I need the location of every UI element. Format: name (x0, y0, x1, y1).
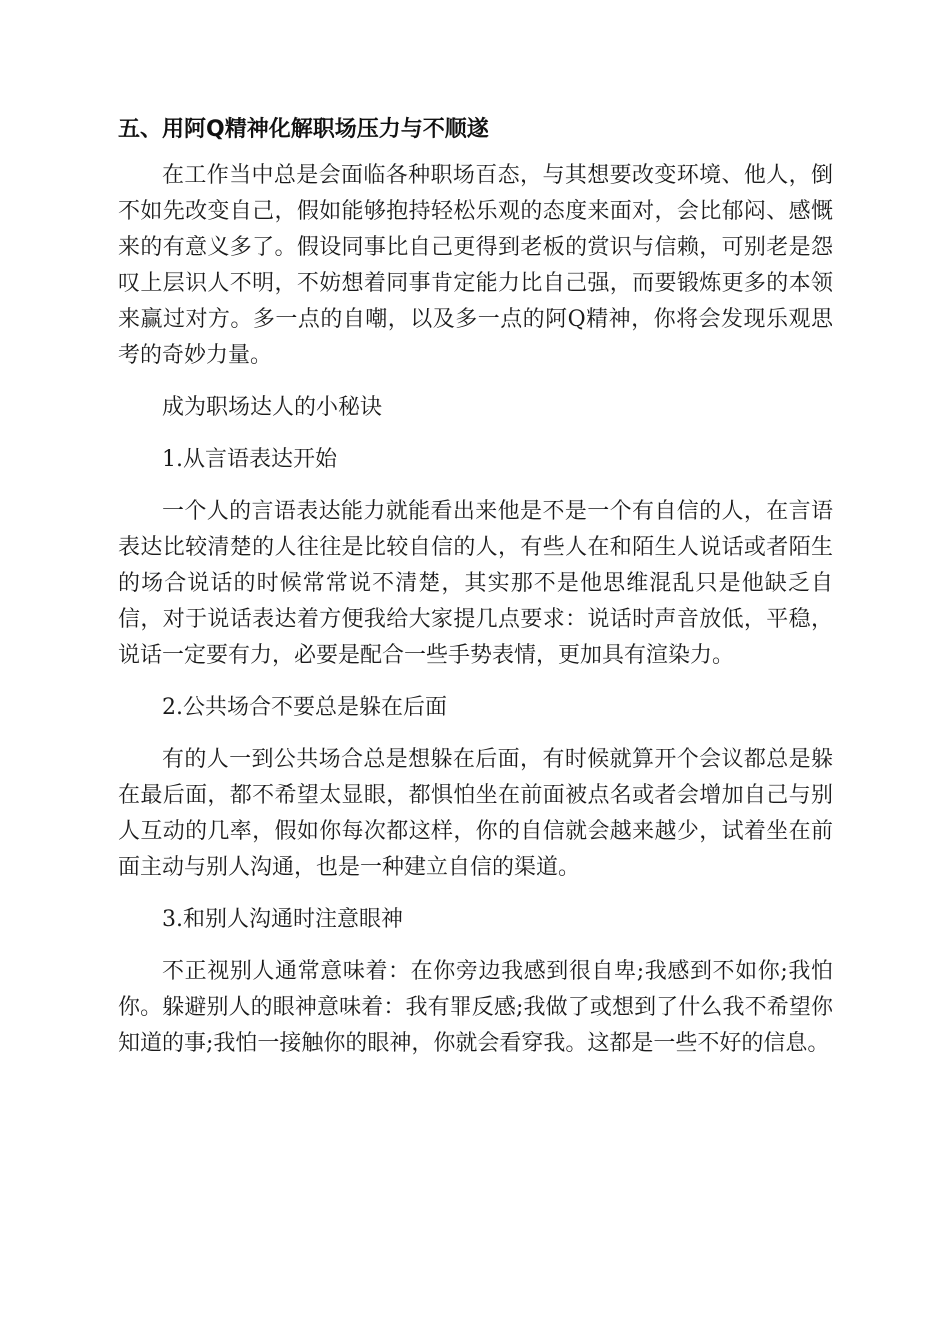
subheading-tip-1: 1.从言语表达开始 (162, 447, 337, 472)
section-heading: 五、用阿Q精神化解职场压力与不顺遂 (118, 117, 489, 142)
subheading-tip-2: 2.公共场合不要总是躲在后面 (162, 695, 447, 720)
subheading-tips: 成为职场达人的小秘诀 (162, 395, 383, 420)
paragraph-tip-1: 一个人的言语表达能力就能看出来他是不是一个有自信的人，在言语表达比较清楚的人往往是比较自信的人，有些人在和陌生人说话或者陌生的场合说话的时候常常说不清楚，其实那不是他思维混乱只是他缺乏自信，对于说话表达着方便我给大家提几点要求：说话时声音放低，平稳，说话一定要有力，必要是配合一些手势表情，更加具有渲染力。 (118, 499, 833, 668)
subheading-tip-3: 3.和别人沟通时注意眼神 (162, 907, 403, 932)
paragraph-tip-3: 不正视别人通常意味着：在你旁边我感到很自卑;我感到不如你;我怕你。躲避别人的眼神意味着：我有罪反感;我做了或想到了什么我不希望你知道的事;我怕一接触你的眼神，你就会看穿我。这都是一些不好的信息。 (118, 959, 833, 1056)
document-body (118, 112, 833, 1078)
paragraph-intro: 在工作当中总是会面临各种职场百态，与其想要改变环境、他人，倒不如先改变自己，假如能够抱持轻松乐观的态度来面对，会比郁闷、感慨来的有意义多了。假设同事比自己更得到老板的赏识与信赖，可别老是怨叹上层识人不明，不妨想着同事肯定能力比自己强，而要锻炼更多的本领来赢过对方。多一点的自嘲，以及多一点的阿Q精神，你将会发现乐观思考的奇妙力量。 (118, 163, 833, 368)
paragraph-tip-2: 有的人一到公共场合总是想躲在后面，有时候就算开个会议都总是躲在最后面，都不希望太显眼，都惧怕坐在前面被点名或者会增加自己与别人互动的几率，假如你每次都这样，你的自信就会越来越少，试着坐在前面主动与别人沟通，也是一种建立自信的渠道。 (118, 747, 833, 880)
